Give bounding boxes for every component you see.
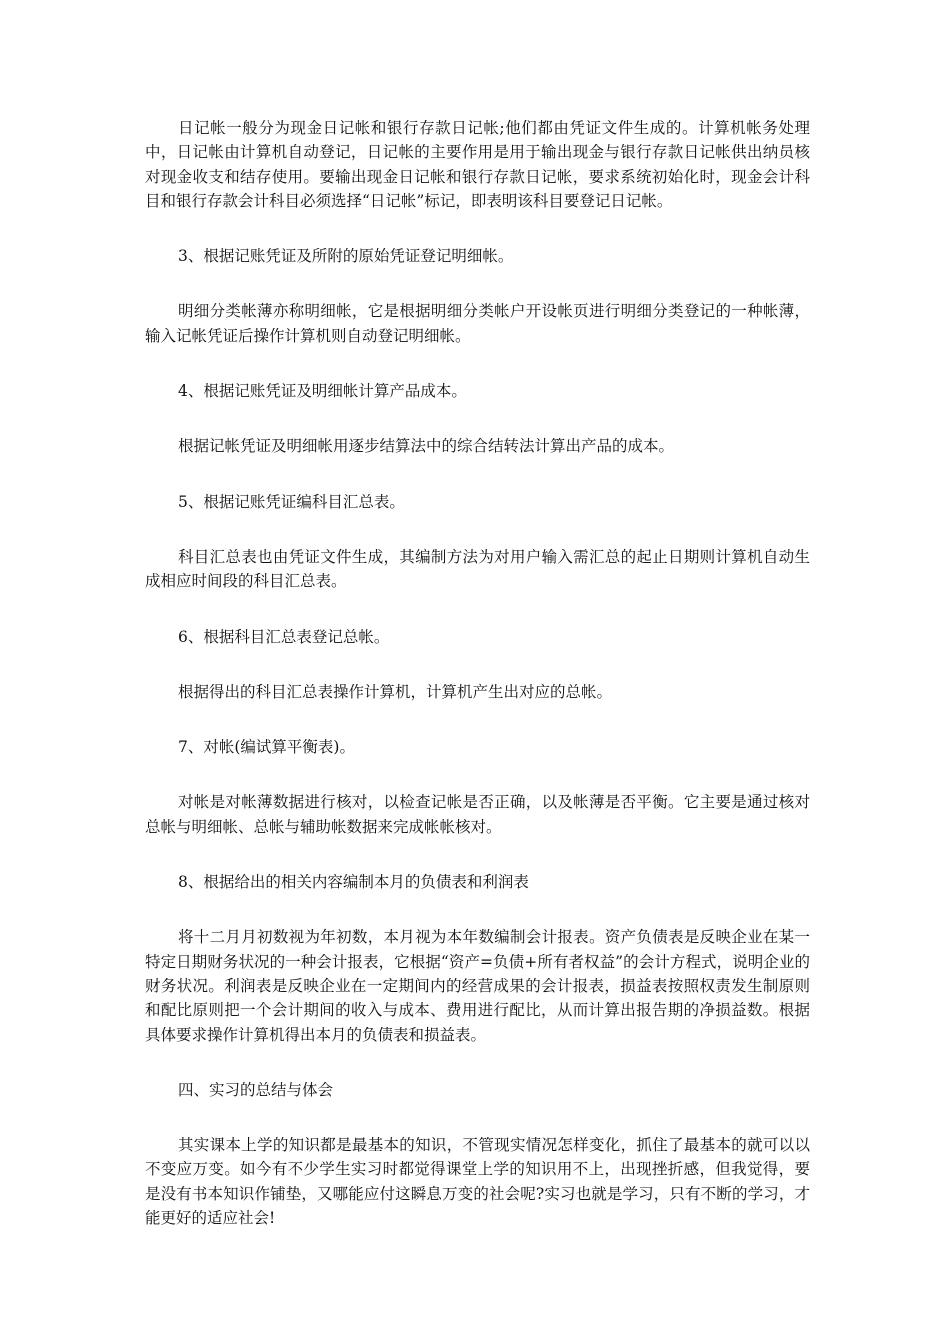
heading-step-8: 8、根据给出的相关内容编制本月的负债表和利润表 (178, 873, 529, 892)
heading-step-5: 5、根据记账凭证编科目汇总表。 (178, 492, 405, 511)
paragraph-journal-intro: 日记帐一般分为现金日记帐和银行存款日记帐;他们都由凭证文件生成的。计算机帐务处理中，日记帐由计算机自动登记，日记帐的主要作用是用于输出现金与银行存款日记帐供出纳员核对现金收支和结存使用。要输出现金日记帐和银行存款日记帐，要求系统初始化时，现金会计科目和银行存款会计科目必须选择“日记帐”标记，即表明该科目要登记日记帐。 (145, 119, 810, 210)
paragraph-product-cost: 根据记帐凭证及明细帐用逐步结算法中的综合结转法计算出产品的成本。 (178, 437, 675, 456)
paragraph-financial-statements: 将十二月月初数视为年初数，本月视为本年数编制会计报表。资产负债表是反映企业在某一特定日期财务状况的一种会计报表，它根据“资产=负债+所有者权益”的会计方程式，说明企业的财务状况。利润表是反映企业在一定期间内的经营成果的会计报表，损益表按照权责发生制原则和配比原则把一个会计期间的收入与成本、费用进行配比，从而计算出报告期的净损益数。根据具体要求操作计算机得出本月的负债表和损益表。 (145, 928, 810, 1044)
heading-step-4: 4、根据记账凭证及明细帐计算产品成本。 (178, 382, 467, 401)
paragraph-general-ledger: 根据得出的科目汇总表操作计算机，计算机产生出对应的总帐。 (178, 682, 613, 701)
paragraph-detail-ledger: 明细分类帐薄亦称明细帐，它是根据明细分类帐户开设帐页进行明细分类登记的一种帐薄，输入记帐凭证后操作计算机则自动登记明细帐。 (145, 302, 810, 345)
heading-step-6: 6、根据科目汇总表登记总帐。 (178, 627, 390, 646)
heading-step-3: 3、根据记账凭证及所附的原始凭证登记明细帐。 (178, 247, 514, 266)
heading-section-4: 四、实习的总结与体会 (178, 1080, 334, 1099)
paragraph-reconciliation: 对帐是对帐薄数据进行核对，以检查记帐是否正确，以及帐薄是否平衡。它主要是通过核对总帐与明细帐、总帐与辅助帐数据来完成帐帐核对。 (145, 793, 810, 836)
heading-step-7: 7、对帐(编试算平衡表)。 (178, 738, 355, 757)
document-body (145, 116, 810, 1261)
paragraph-account-summary: 科目汇总表也由凭证文件生成，其编制方法为对用户输入需汇总的起止日期则计算机自动生成相应时间段的科目汇总表。 (145, 547, 810, 591)
paragraph-conclusion: 其实课本上学的知识都是最基本的知识，不管现实情况怎样变化，抓住了最基本的就可以以不变应万变。如今有不少学生实习时都觉得课堂上学的知识用不上，出现挫折感，但我觉得，要是没有书本知识作铺垫，又哪能应付这瞬息万变的社会呢?实习也就是学习，只有不断的学习，才能更好的适应社会! (145, 1136, 810, 1228)
